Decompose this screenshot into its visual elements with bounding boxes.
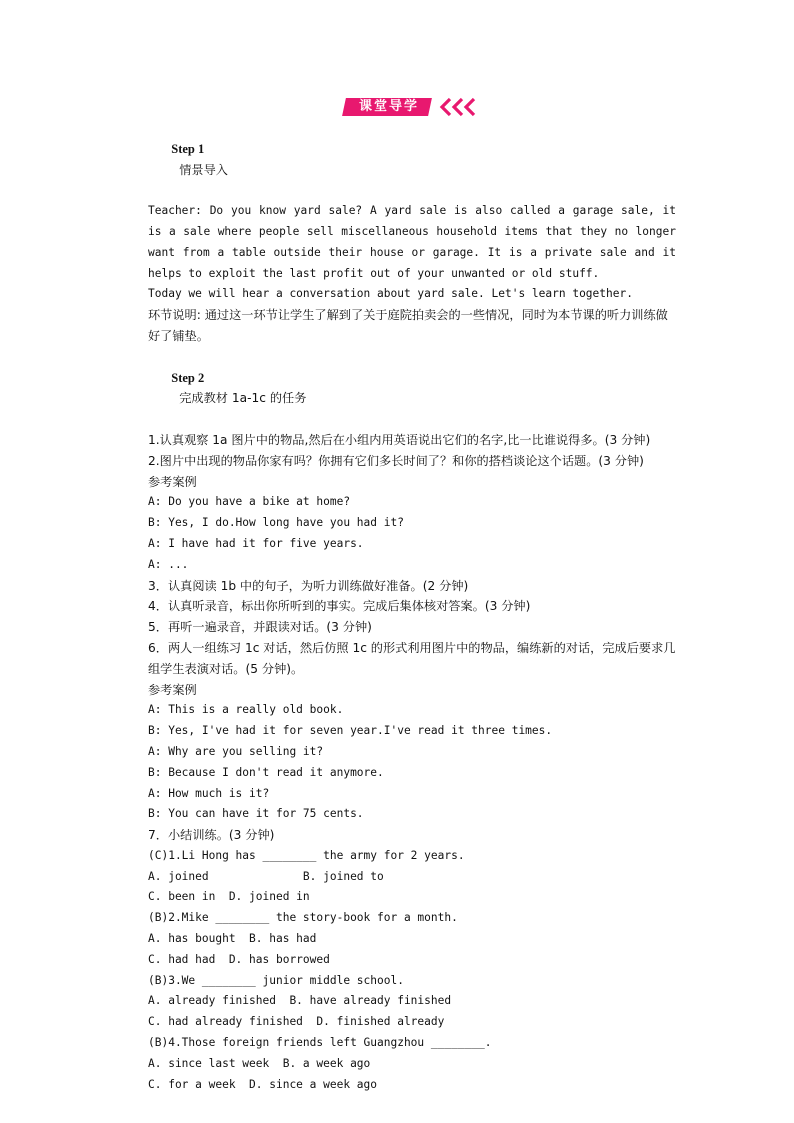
step1-heading bbox=[120, 118, 676, 201]
quiz-options: C. been in D. joined in bbox=[148, 890, 310, 904]
quiz-options: C. had already finished D. finished already bbox=[148, 1015, 445, 1029]
dialog-line: B: Because I don't read it anymore. bbox=[148, 765, 384, 779]
step1-note: 环节说明: 通过这一环节让学生了解到了关于庭院拍卖会的一些情况，同时为本节课的听力训练做好了铺垫。 bbox=[148, 308, 668, 343]
teacher-paragraph: Teacher: Do you know yard sale? A yard sale is also called a garage sale, it is a sale where people sell miscellaneous household items that they no longer want from a table outside their house or garage. It is a private sale and it helps to exploit the last profit out of your unwanted or old stuff. bbox=[148, 204, 676, 280]
task-3: 3．认真阅读 1b 中的句子，为听力训练做好准备。(2 分钟) bbox=[148, 578, 469, 593]
example-label: 参考案例 bbox=[148, 474, 197, 489]
quiz-question: (B)3.We ________ junior middle school. bbox=[148, 973, 404, 987]
dialog-line: A: This is a really old book. bbox=[148, 703, 344, 717]
step1-label: Step 1 bbox=[171, 141, 205, 156]
quiz-question: (B)2.Mike ________ the story-book for a month. bbox=[148, 911, 458, 925]
quiz-options: A. already finished B. have already finished bbox=[148, 994, 452, 1008]
dialog-line: A: I have had it for five years. bbox=[148, 536, 364, 550]
step2-label: Step 2 bbox=[171, 370, 205, 385]
quiz-question: (C)1.Li Hong has ________ the army for 2 years. bbox=[148, 848, 465, 862]
quiz-options: C. had had D. has borrowed bbox=[148, 952, 330, 966]
task-2: 2.图片中出现的物品你家有吗？你拥有它们多长时间了？和你的搭档谈论这个话题。(3 分钟) bbox=[148, 453, 644, 468]
dialog-line: B: Yes, I've had it for seven year.I've read it three times. bbox=[148, 724, 553, 738]
dialog-line: A: Why are you selling it? bbox=[148, 744, 324, 758]
task-1: 1.认真观察 1a 图片中的物品,然后在小组内用英语说出它们的名字,比一比谁说得多。(3 分钟) bbox=[148, 432, 651, 447]
quiz-options: A. joined B. joined to bbox=[148, 869, 384, 883]
dialog-line: A: Do you have a bike at home? bbox=[148, 495, 351, 509]
dialog-line: A: ... bbox=[148, 557, 189, 571]
dialog-line: B: You can have it for 75 cents. bbox=[148, 807, 364, 821]
step2-title: 完成教材 1a-1c 的任务 bbox=[179, 391, 307, 406]
task-7: 7．小结训练。(3 分钟) bbox=[148, 828, 275, 843]
example-label: 参考案例 bbox=[148, 682, 197, 697]
quiz-question: (B)4.Those foreign friends left Guangzhou ________. bbox=[148, 1036, 492, 1050]
quiz-options: C. for a week D. since a week ago bbox=[148, 1077, 378, 1091]
step1-title: 情景导入 bbox=[179, 162, 228, 177]
lesson-content bbox=[120, 118, 676, 1095]
quiz-options: A. has bought B. has had bbox=[148, 932, 317, 946]
section-banner bbox=[344, 96, 484, 118]
task-4: 4．认真听录音，标出你所听到的事实。完成后集体核对答案。(3 分钟) bbox=[148, 599, 531, 614]
step2-heading bbox=[120, 347, 676, 430]
chevron-left-icon bbox=[462, 96, 478, 118]
task-6: 6．两人一组练习 1c 对话，然后仿照 1c 的形式利用图片中的物品，编练新的对话，完成后要求几组学生表演对话。(5 分钟)。 bbox=[148, 640, 676, 676]
banner-title: 课堂导学 bbox=[358, 99, 419, 114]
quiz-options: A. since last week B. a week ago bbox=[148, 1056, 371, 1070]
task-5: 5．再听一遍录音，并跟读对话。(3 分钟) bbox=[148, 620, 372, 635]
dialog-line: B: Yes, I do.How long have you had it? bbox=[148, 516, 404, 530]
today-line: Today we will hear a conversation about yard sale. Let's learn together. bbox=[148, 287, 633, 301]
dialog-line: A: How much is it? bbox=[148, 786, 270, 800]
